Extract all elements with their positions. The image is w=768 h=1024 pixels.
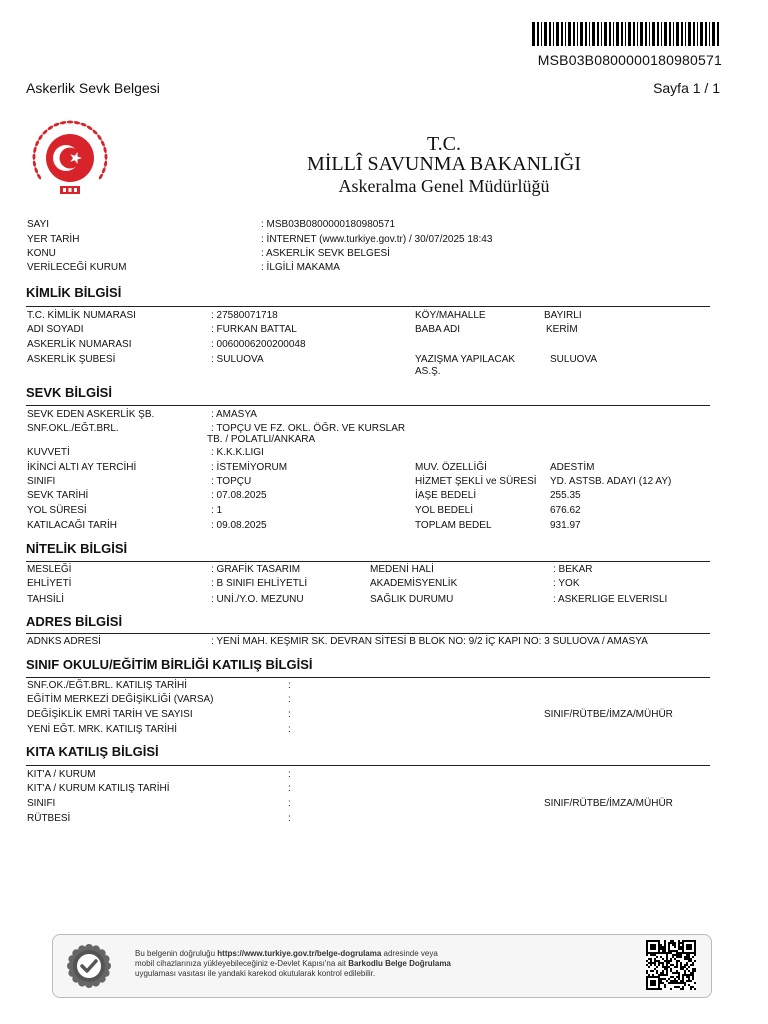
field-value: : 27580071718 <box>211 310 278 321</box>
field-value: : <box>288 813 291 824</box>
meta-label: KONU <box>27 248 56 259</box>
field-label: HİZMET ŞEKLİ ve SÜRESİ <box>415 476 537 487</box>
field-label: SNF.OKL./EĞT.BRL. <box>27 423 119 434</box>
section-rule <box>26 561 710 562</box>
field-label: TOPLAM BEDEL <box>415 520 492 531</box>
field-label: DEĞİŞİKLİK EMRİ TARİH VE SAYISI <box>27 709 193 720</box>
verified-seal-icon <box>65 943 113 989</box>
section-title-nitelik: NİTELİK BİLGİSİ <box>26 541 128 556</box>
field-value: : YENİ MAH. KEŞMIR SK. DEVRAN SİTESİ B BLOK NO: 9/2 İÇ KAPI NO: 3 SULUOVA / AMASYA <box>211 636 648 647</box>
qr-code <box>646 940 696 990</box>
meta-value: : ASKERLİK SEVK BELGESİ <box>261 248 390 259</box>
meta-label: VERİLECEĞİ KURUM <box>27 262 127 273</box>
field-label: BABA ADI <box>415 324 461 335</box>
field-label: SEVK TARİHİ <box>27 490 89 501</box>
field-value: : ASKERLIGE ELVERISLI <box>553 594 668 605</box>
field-label: TAHSİLİ <box>27 594 65 605</box>
field-label: YOL SÜRESİ <box>27 505 87 516</box>
field-value: YD. ASTSB. ADAYI (12 AY) <box>550 476 672 487</box>
field-label: RÜTBESİ <box>27 813 71 824</box>
title-tc: T.C. <box>426 133 462 155</box>
section-rule <box>26 765 710 766</box>
field-value: : <box>288 680 291 691</box>
field-value: : TOPÇU <box>211 476 252 487</box>
field-value: : GRAFİK TASARIM <box>211 564 301 575</box>
section-title-adres: ADRES BİLGİSİ <box>26 614 123 629</box>
verification-footer <box>52 934 712 998</box>
field-label: YAZIŞMA YAPILACAK <box>415 354 516 365</box>
field-label: YENİ EĞT. MRK. KATILIŞ TARİHİ <box>27 724 178 735</box>
field-label: MESLEĞİ <box>27 564 72 575</box>
field-value: : <box>288 724 291 735</box>
title-directorate: Askeralma Genel Müdürlüğü <box>338 176 550 196</box>
field-label: T.C. KİMLİK NUMARASI <box>27 310 136 321</box>
section-title-kimlik: KİMLİK BİLGİSİ <box>26 285 122 300</box>
title-ministry: MİLLÎ SAVUNMA BAKANLIĞI <box>306 153 582 175</box>
meta-value: : İLGİLİ MAKAMA <box>261 262 340 273</box>
field-value: : TOPÇU VE FZ. OKL. ÖĞR. VE KURSLAR <box>211 423 406 434</box>
field-value: : 09.08.2025 <box>211 520 267 531</box>
field-label: SAĞLIK DURUMU <box>370 594 454 605</box>
field-value: : BEKAR <box>553 564 593 575</box>
field-label: KÖY/MAHALLE <box>415 310 486 321</box>
footer-text-part: uygulaması vasıtası ile yandaki karekod okutularak kontrol edilebilir. <box>135 969 376 978</box>
section-title-kita: KITA KATILIŞ BİLGİSİ <box>26 744 159 759</box>
barcode <box>532 22 720 46</box>
field-label: KIT'A / KURUM <box>27 769 96 780</box>
footer-text-part: Bu belgenin doğruluğu <box>135 949 218 958</box>
field-label: KIT'A / KURUM KATILIŞ TARİHİ <box>27 783 170 794</box>
signature-label: SINIF/RÜTBE/İMZA/MÜHÜR <box>544 798 673 809</box>
field-value: : <box>288 769 291 780</box>
verification-link[interactable]: https://www.turkiye.gov.tr/belge-dogrulama <box>217 949 382 958</box>
document-title: Askerlik Sevk Belgesi <box>26 80 160 96</box>
section-rule <box>26 405 710 406</box>
field-label: AKADEMİSYENLİK <box>370 578 458 589</box>
meta-value: : MSB03B0800000180980571 <box>261 219 396 230</box>
field-value: : YOK <box>553 578 580 589</box>
field-label: MUV. ÖZELLİĞİ <box>415 462 487 473</box>
field-value: KERİM <box>546 324 578 335</box>
field-label: SINIFI <box>27 476 56 487</box>
field-label: ASKERLİK ŞUBESİ <box>27 354 116 365</box>
field-label: İKİNCİ ALTI AY TERCİHİ <box>27 462 137 473</box>
document-number: MSB03B0800000180980571 <box>537 52 722 68</box>
field-value: SULUOVA <box>550 354 598 365</box>
field-label: AS.Ş. <box>415 366 441 377</box>
field-value: 676.62 <box>550 505 581 516</box>
field-label: ADNKS ADRESİ <box>27 636 101 647</box>
field-label: ADI SOYADI <box>27 324 84 335</box>
verification-text <box>135 949 555 979</box>
field-value: 931.97 <box>550 520 581 531</box>
field-label: MEDENİ HALİ <box>370 564 434 575</box>
meta-label: YER TARİH <box>27 234 80 245</box>
field-label: ASKERLİK NUMARASI <box>27 339 132 350</box>
field-value: : <box>288 798 291 809</box>
field-label: İAŞE BEDELİ <box>415 490 477 501</box>
field-value: : İSTEMİYORUM <box>211 462 288 473</box>
field-label: SEVK EDEN ASKERLİK ŞB. <box>27 409 155 420</box>
footer-text-part: mobil cihazlarınıza yükleyebileceğiniz e-Devlet Kapısı'na ait <box>135 959 349 968</box>
field-label: YOL BEDELİ <box>415 505 473 516</box>
section-rule <box>26 306 710 307</box>
section-title-sinif-okulu: SINIF OKULU/EĞİTİM BİRLİĞİ KATILIŞ BİLGİSİ <box>26 657 313 672</box>
field-value: : FURKAN BATTAL <box>211 324 297 335</box>
field-value: TB. / POLATLI/ANKARA <box>207 434 316 445</box>
section-rule <box>26 633 710 634</box>
field-value: : AMASYA <box>211 409 257 420</box>
field-label: EHLİYETİ <box>27 578 72 589</box>
section-title-sevk: SEVK BİLGİSİ <box>26 385 112 400</box>
field-value: BAYIRLI <box>544 310 582 321</box>
footer-app-name: Barkodlu Belge Doğrulama <box>348 959 451 968</box>
section-rule <box>26 677 710 678</box>
field-value: : SULUOVA <box>211 354 264 365</box>
field-value: ADESTİM <box>550 462 595 473</box>
field-value: : <box>288 783 291 794</box>
signature-label: SINIF/RÜTBE/İMZA/MÜHÜR <box>544 709 673 720</box>
footer-text-part: adresinde veya <box>381 949 438 958</box>
field-label: EĞİTİM MERKEZİ DEĞİŞİKLİĞİ (VARSA) <box>27 694 214 705</box>
field-value: 255.35 <box>550 490 581 501</box>
meta-value: : İNTERNET (www.turkiye.gov.tr) / 30/07/2025 18:43 <box>261 234 493 245</box>
field-label: SINIFI <box>27 798 56 809</box>
field-value: : 0060006200200048 <box>211 339 306 350</box>
field-value: : <box>288 694 291 705</box>
field-value: : 1 <box>211 505 223 516</box>
field-label: KUVVETİ <box>27 447 70 458</box>
meta-label: SAYI <box>27 219 50 230</box>
field-value: : UNİ./Y.O. MEZUNU <box>211 594 304 605</box>
field-value: : K.K.K.LIGI <box>211 447 264 458</box>
field-label: KATILACAĞI TARİH <box>27 520 118 531</box>
field-label: SNF.OK./EĞT.BRL. KATILIŞ TARİHİ <box>27 680 188 691</box>
field-value: : B SINIFI EHLİYETLİ <box>211 578 308 589</box>
field-value: : <box>288 709 291 720</box>
page-indicator: Sayfa 1 / 1 <box>653 80 720 96</box>
field-value: : 07.08.2025 <box>211 490 267 501</box>
